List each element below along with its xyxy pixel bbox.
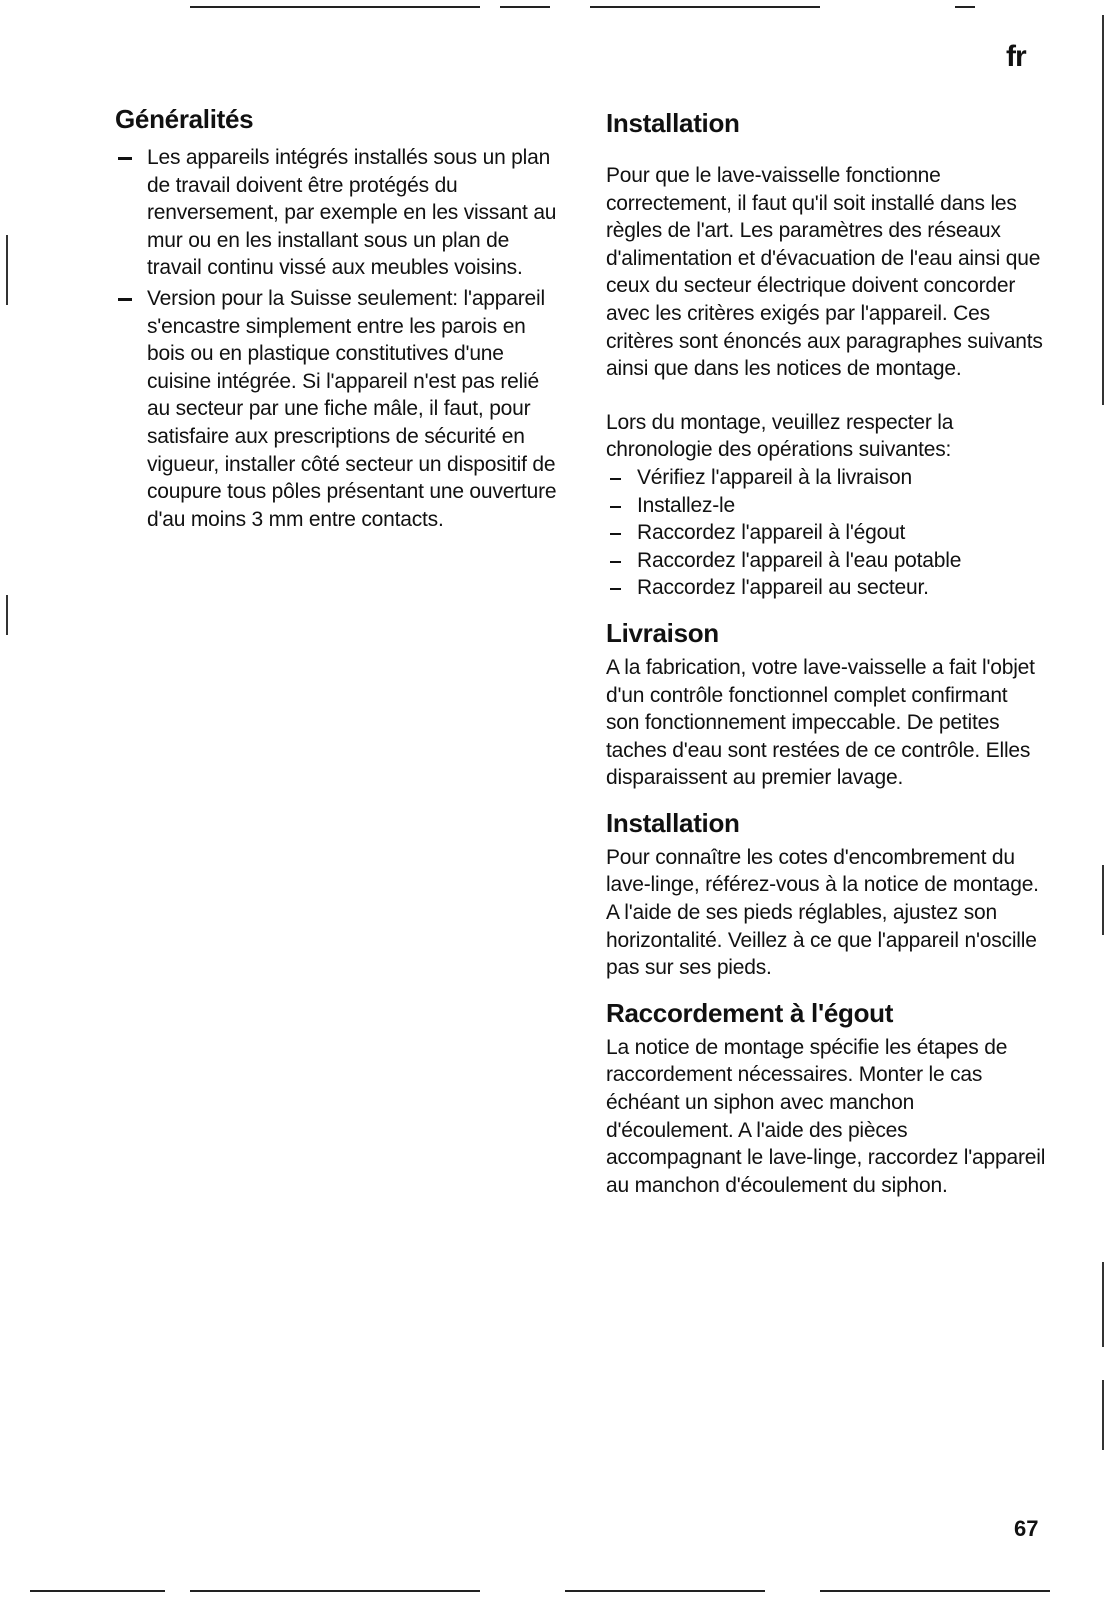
right-edge-rule xyxy=(1102,1262,1104,1347)
section-title-livraison: Livraison xyxy=(606,617,719,648)
section-title-raccordement-egout: Raccordement à l'égout xyxy=(606,997,894,1028)
step-item: Raccordez l'appareil à l'égout xyxy=(606,519,1046,547)
right-edge-rule xyxy=(1102,1380,1104,1450)
list-item: Les appareils intégrés installés sous un plan de travail doivent être protégés du renversement, par exemple en les vissant au mur ou en les installant sous un plan de travail continu vissé aux meubles voisins. xyxy=(115,144,560,282)
left-edge-rule xyxy=(6,595,8,635)
section-title-installation-sub: Installation xyxy=(606,807,740,838)
bottom-edge-rule xyxy=(565,1590,765,1592)
bottom-edge-rule xyxy=(820,1590,1050,1592)
top-edge-rule xyxy=(190,6,480,8)
section-title-installation: Installation xyxy=(606,108,740,138)
steps-intro: Lors du montage, veuillez respecter la chronologie des opérations suivantes: xyxy=(606,410,954,462)
step-item: Vérifiez l'appareil à la livraison xyxy=(606,464,1046,492)
installation-sub-text: Pour connaître les cotes d'encombrement du lave-linge, référez-vous à la notice de montage. A l'aide de ses pieds réglables, ajustez son horizontalité. Veillez à ce que l'appareil n'oscille pas sur ses pieds. xyxy=(606,845,1039,980)
livraison-text: A la fabrication, votre lave-vaisselle a fait l'objet d'un contrôle fonctionnel complet confirmant son fonctionnement impeccable. De petites taches d'eau sont restées de ce contrôle. Elles disparaissent au premier lavage. xyxy=(606,655,1035,790)
bottom-edge-rule xyxy=(190,1590,480,1592)
step-item: Raccordez l'appareil au secteur. xyxy=(606,574,1046,602)
list-item: Version pour la Suisse seulement: l'appareil s'encastre simplement entre les parois en bois ou en plastique constitutives d'une cuisine intégrée. Si l'appareil n'est pas relié au secteur par une fiche mâle, il faut, pour satisfaire aux prescriptions de sécurité en vigueur, installer côté secteur un dispositif de coupure tous pôles présentant une ouverture d'au moins 3 mm entre contacts. xyxy=(115,285,560,533)
step-item: Raccordez l'appareil à l'eau potable xyxy=(606,547,1046,575)
generalites-list xyxy=(115,144,560,533)
left-column xyxy=(115,102,560,533)
top-edge-rule xyxy=(955,6,975,8)
installation-intro: Pour que le lave-vaisselle fonctionne correctement, il faut qu'il soit installé dans les règles de l'art. Les paramètres des réseaux d'alimentation et d'évacuation de l'eau ainsi que ceux du secteur électrique doivent concorder avec les critères exigés par l'appareil. Ces critères sont énoncés aux paragraphes suivants ainsi que dans les notices de montage. xyxy=(606,164,1043,381)
step-item: Installez-le xyxy=(606,492,1046,520)
page-number: 67 xyxy=(1014,1516,1039,1541)
installation-steps xyxy=(606,464,1046,602)
right-edge-rule xyxy=(1102,865,1104,935)
bottom-edge-rule xyxy=(30,1590,165,1592)
right-edge-rule xyxy=(1102,15,1104,405)
raccordement-egout-text: La notice de montage spécifie les étapes de raccordement nécessaires. Monter le cas échéant un siphon avec manchon d'écoulement. A l'aide des pièces accompagnant le lave-linge, raccordez l'appareil au manchon d'écoulement du siphon. xyxy=(606,1035,1046,1197)
right-column xyxy=(606,106,1046,1199)
top-edge-rule xyxy=(500,6,550,8)
left-edge-rule xyxy=(6,235,8,305)
language-tag: fr xyxy=(1006,40,1026,73)
section-title-generalites: Généralités xyxy=(115,104,254,134)
top-edge-rule xyxy=(590,6,820,8)
